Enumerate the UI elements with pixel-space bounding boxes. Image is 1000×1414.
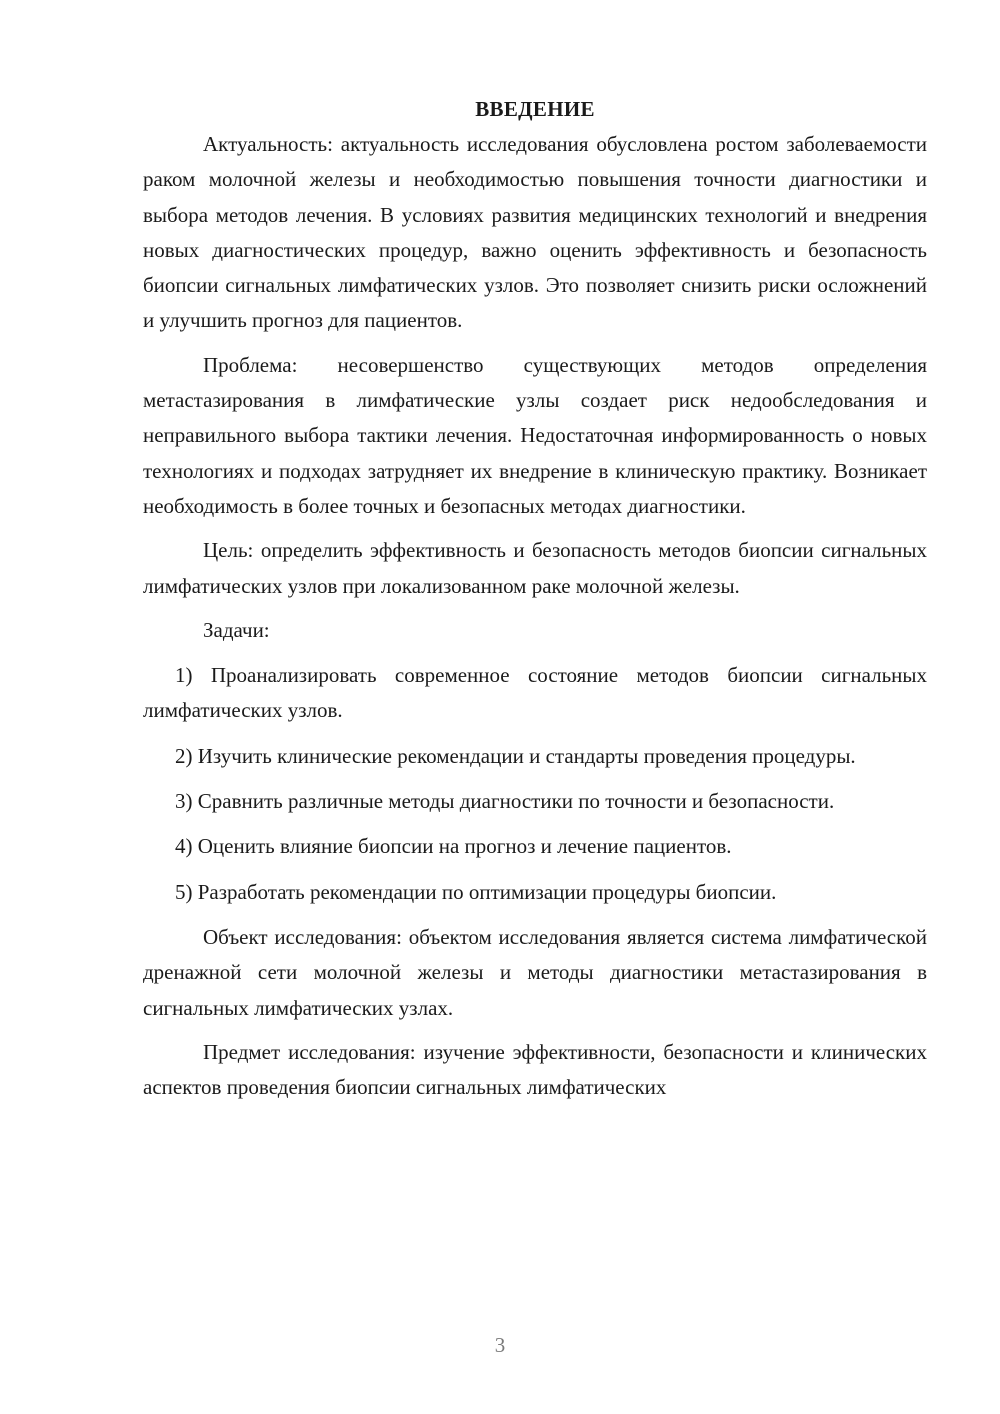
page-number: 3 — [494, 1333, 506, 1357]
paragraph-object: Объект исследования: объектом исследования является система лимфатической дренажной сети молочной железы и методы диагностики метастазирования в сигнальных лимфатических узлах. — [143, 924, 927, 1020]
paragraph-goal: Цель: определить эффективность и безопасность методов биопсии сигнальных лимфатических узлов при локализованном раке молочной железы. — [143, 538, 927, 598]
tasks-list — [143, 658, 927, 910]
section-heading: ВВЕДЕНИЕ — [475, 97, 595, 121]
list-item: 4) Оценить влияние биопсии на прогноз и лечение пациентов. — [175, 834, 732, 859]
list-item: 5) Разработать рекомендации по оптимизации процедуры биопсии. — [175, 879, 777, 904]
tasks-heading: Задачи: — [203, 617, 270, 642]
paragraph-subject: Предмет исследования: изучение эффективности, безопасности и клинических аспектов проведения биопсии сигнальных лимфатических — [143, 1039, 927, 1100]
list-item: 2) Изучить клинические рекомендации и стандарты проведения процедуры. — [175, 743, 856, 768]
list-item: 1) Проанализировать современное состояние методов биопсии сигнальных лимфатических узлов. — [143, 663, 927, 723]
document-page — [143, 92, 927, 1114]
paragraph-relevance: Актуальность: актуальность исследования обусловлена ростом заболеваемости раком молочной железы и необходимостью повышения точности диагностики и выбора методов лечения. В условиях развития медицинских технологий и внедрения новых диагностических процедур, важно оценить эффективность и безопасность биопсии сигнальных лимфатических узлов. Это позволяет снизить риски осложнений и улучшить прогноз для пациентов. — [143, 132, 927, 333]
paragraph-problem: Проблема: несовершенство существующих методов определения метастазирования в лимфатические узлы создает риск недообследования и неправильного выбора тактики лечения. Недостаточная информированность о новых технологиях и подходах затрудняет их внедрение в клиническую практику. Возникает необходимость в более точных и безопасных методах диагностики. — [143, 352, 927, 518]
list-item: 3) Сравнить различные методы диагностики по точности и безопасности. — [175, 789, 835, 814]
